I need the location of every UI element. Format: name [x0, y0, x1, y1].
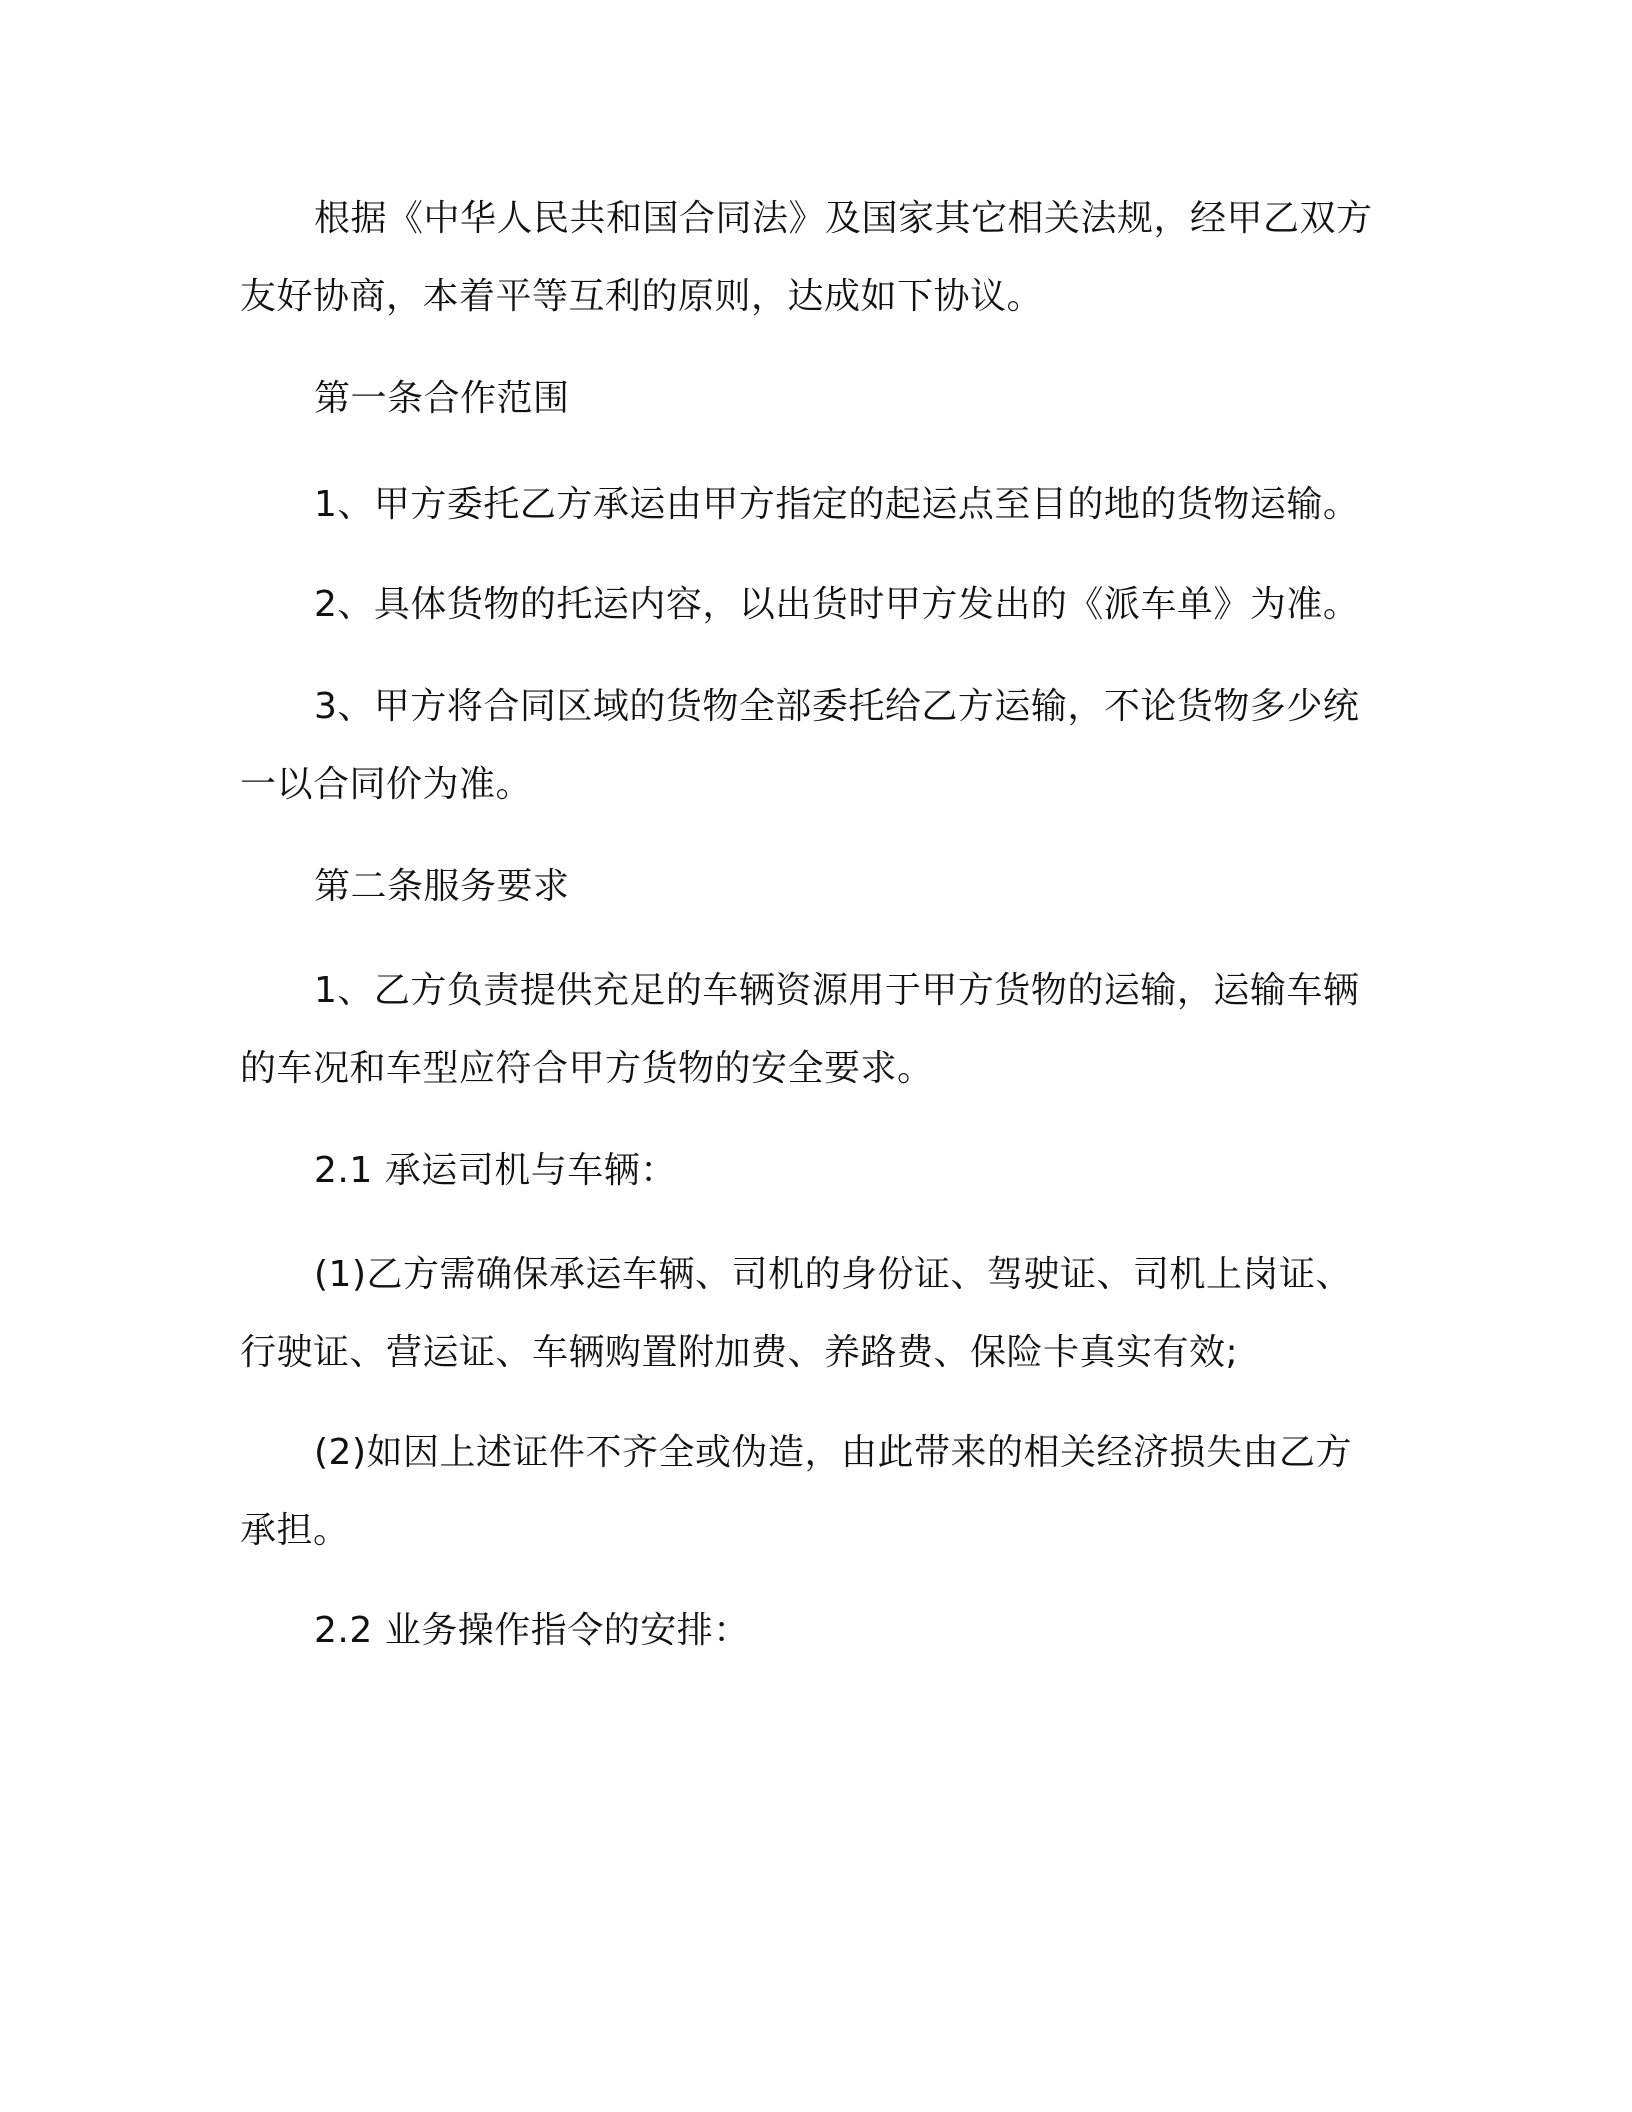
- article-2-subsection-2-1: 2.1 承运司机与车辆：: [314, 1150, 677, 1191]
- intro-paragraph: 根据《中华人民共和国合同法》及国家其它相关法规，经甲乙双方友好协商，本着平等互利的原则，达成如下协议。: [240, 198, 1373, 317]
- article-2-clause-2: (2)如因上述证件不齐全或伪造，由此带来的相关经济损失由乙方承担。: [240, 1432, 1352, 1551]
- article-1-item-2: 2、具体货物的托运内容，以出货时甲方发出的《派车单》为准。: [314, 584, 1360, 625]
- article-1-heading: 第一条合作范围: [314, 378, 570, 419]
- article-2-heading: 第二条服务要求: [314, 866, 570, 907]
- article-2-clause-1: (1)乙方需确保承运车辆、司机的身份证、驾驶证、司机上岗证、行驶证、营运证、车辆购置附加费、养路费、保险卡真实有效;: [240, 1254, 1352, 1373]
- article-2-subsection-2-2: 2.2 业务操作指令的安排：: [314, 1610, 750, 1651]
- article-1-item-3: 3、甲方将合同区域的货物全部委托给乙方运输，不论货物多少统一以合同价为准。: [240, 686, 1360, 805]
- article-2-item-1: 1、乙方负责提供充足的车辆资源用于甲方货物的运输，运输车辆的车况和车型应符合甲方货物的安全要求。: [240, 970, 1360, 1089]
- article-1-item-1: 1、甲方委托乙方承运由甲方指定的起运点至目的地的货物运输。: [314, 484, 1360, 525]
